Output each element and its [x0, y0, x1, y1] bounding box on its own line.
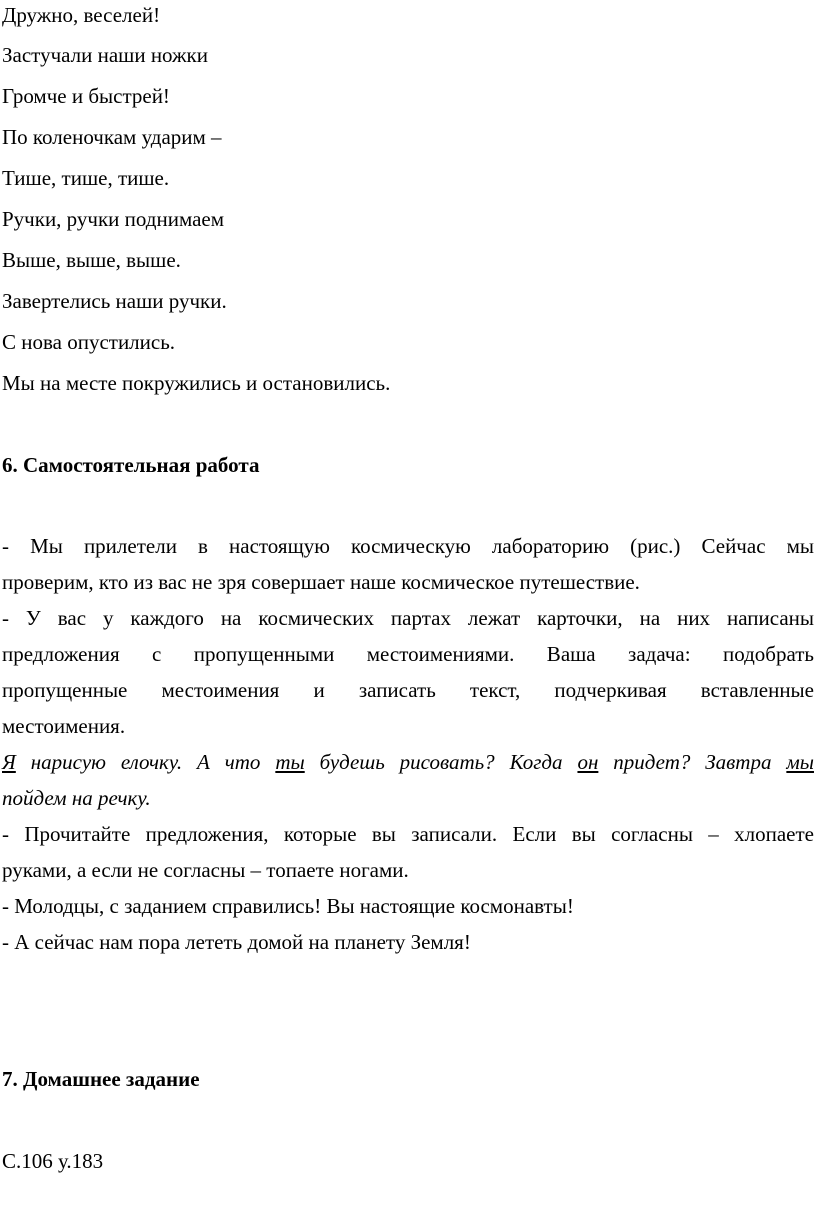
poem-line: Ручки, ручки поднимаем [2, 207, 225, 231]
paragraph-line: местоимения. [2, 714, 126, 738]
section-7-heading: 7. Домашнее задание [2, 1067, 200, 1091]
paragraph-line: предложения с пропущенными местоимениями. Ваша задача: подобрать [2, 642, 814, 666]
poem-line: Завертелись наши ручки. [2, 289, 227, 313]
inserted-pronoun: Я [2, 750, 16, 774]
example-text: нарисую елочку. А что [15, 750, 276, 774]
section-6-heading: 6. Самостоятельная работа [2, 453, 260, 477]
example-sentence-line [2, 752, 814, 788]
poem-line: Застучали наши ножки [2, 43, 208, 67]
paragraph-line: - Мы прилетели в настоящую космическую лабораторию (рис.) Сейчас мы [2, 534, 814, 558]
homework-task: С.106 у.183 [2, 1149, 104, 1173]
poem-line: Громче и быстрей! [2, 84, 170, 108]
poem-line: С нова опустились. [2, 330, 176, 354]
poem-line: Выше, выше, выше. [2, 248, 181, 272]
paragraph-line: проверим, кто из вас не зря совершает наше космическое путешествие. [2, 570, 640, 594]
paragraph-line: - Прочитайте предложения, которые вы записали. Если вы согласны – хлопаете [2, 822, 814, 846]
poem-line: По коленочкам ударим – [2, 125, 222, 149]
poem-line: Мы на месте покружились и остановились. [2, 371, 391, 395]
poem-line: Тише, тише, тише. [2, 166, 170, 190]
section-6-body [2, 536, 814, 968]
paragraph-line: руками, а если не согласны – топаете ногами. [2, 858, 409, 882]
example-text: придет? Завтра [598, 750, 787, 774]
paragraph-line: - Молодцы, с заданием справились! Вы настоящие космонавты! [2, 894, 574, 918]
inserted-pronoun: ты [275, 750, 305, 774]
example-text: будешь рисовать? Когда [304, 750, 578, 774]
paragraph-line: - У вас у каждого на космических партах лежат карточки, на них написаны [2, 606, 814, 630]
example-sentence-line: пойдем на речку. [2, 786, 151, 810]
poem-line: Дружно, веселей! [2, 3, 161, 27]
paragraph-line: пропущенные местоимения и записать текст, подчеркивая вставленные [2, 678, 814, 702]
inserted-pronoun: он [577, 750, 599, 774]
paragraph-line: - А сейчас нам пора лететь домой на планету Земля! [2, 930, 471, 954]
inserted-pronoun: мы [786, 750, 814, 774]
